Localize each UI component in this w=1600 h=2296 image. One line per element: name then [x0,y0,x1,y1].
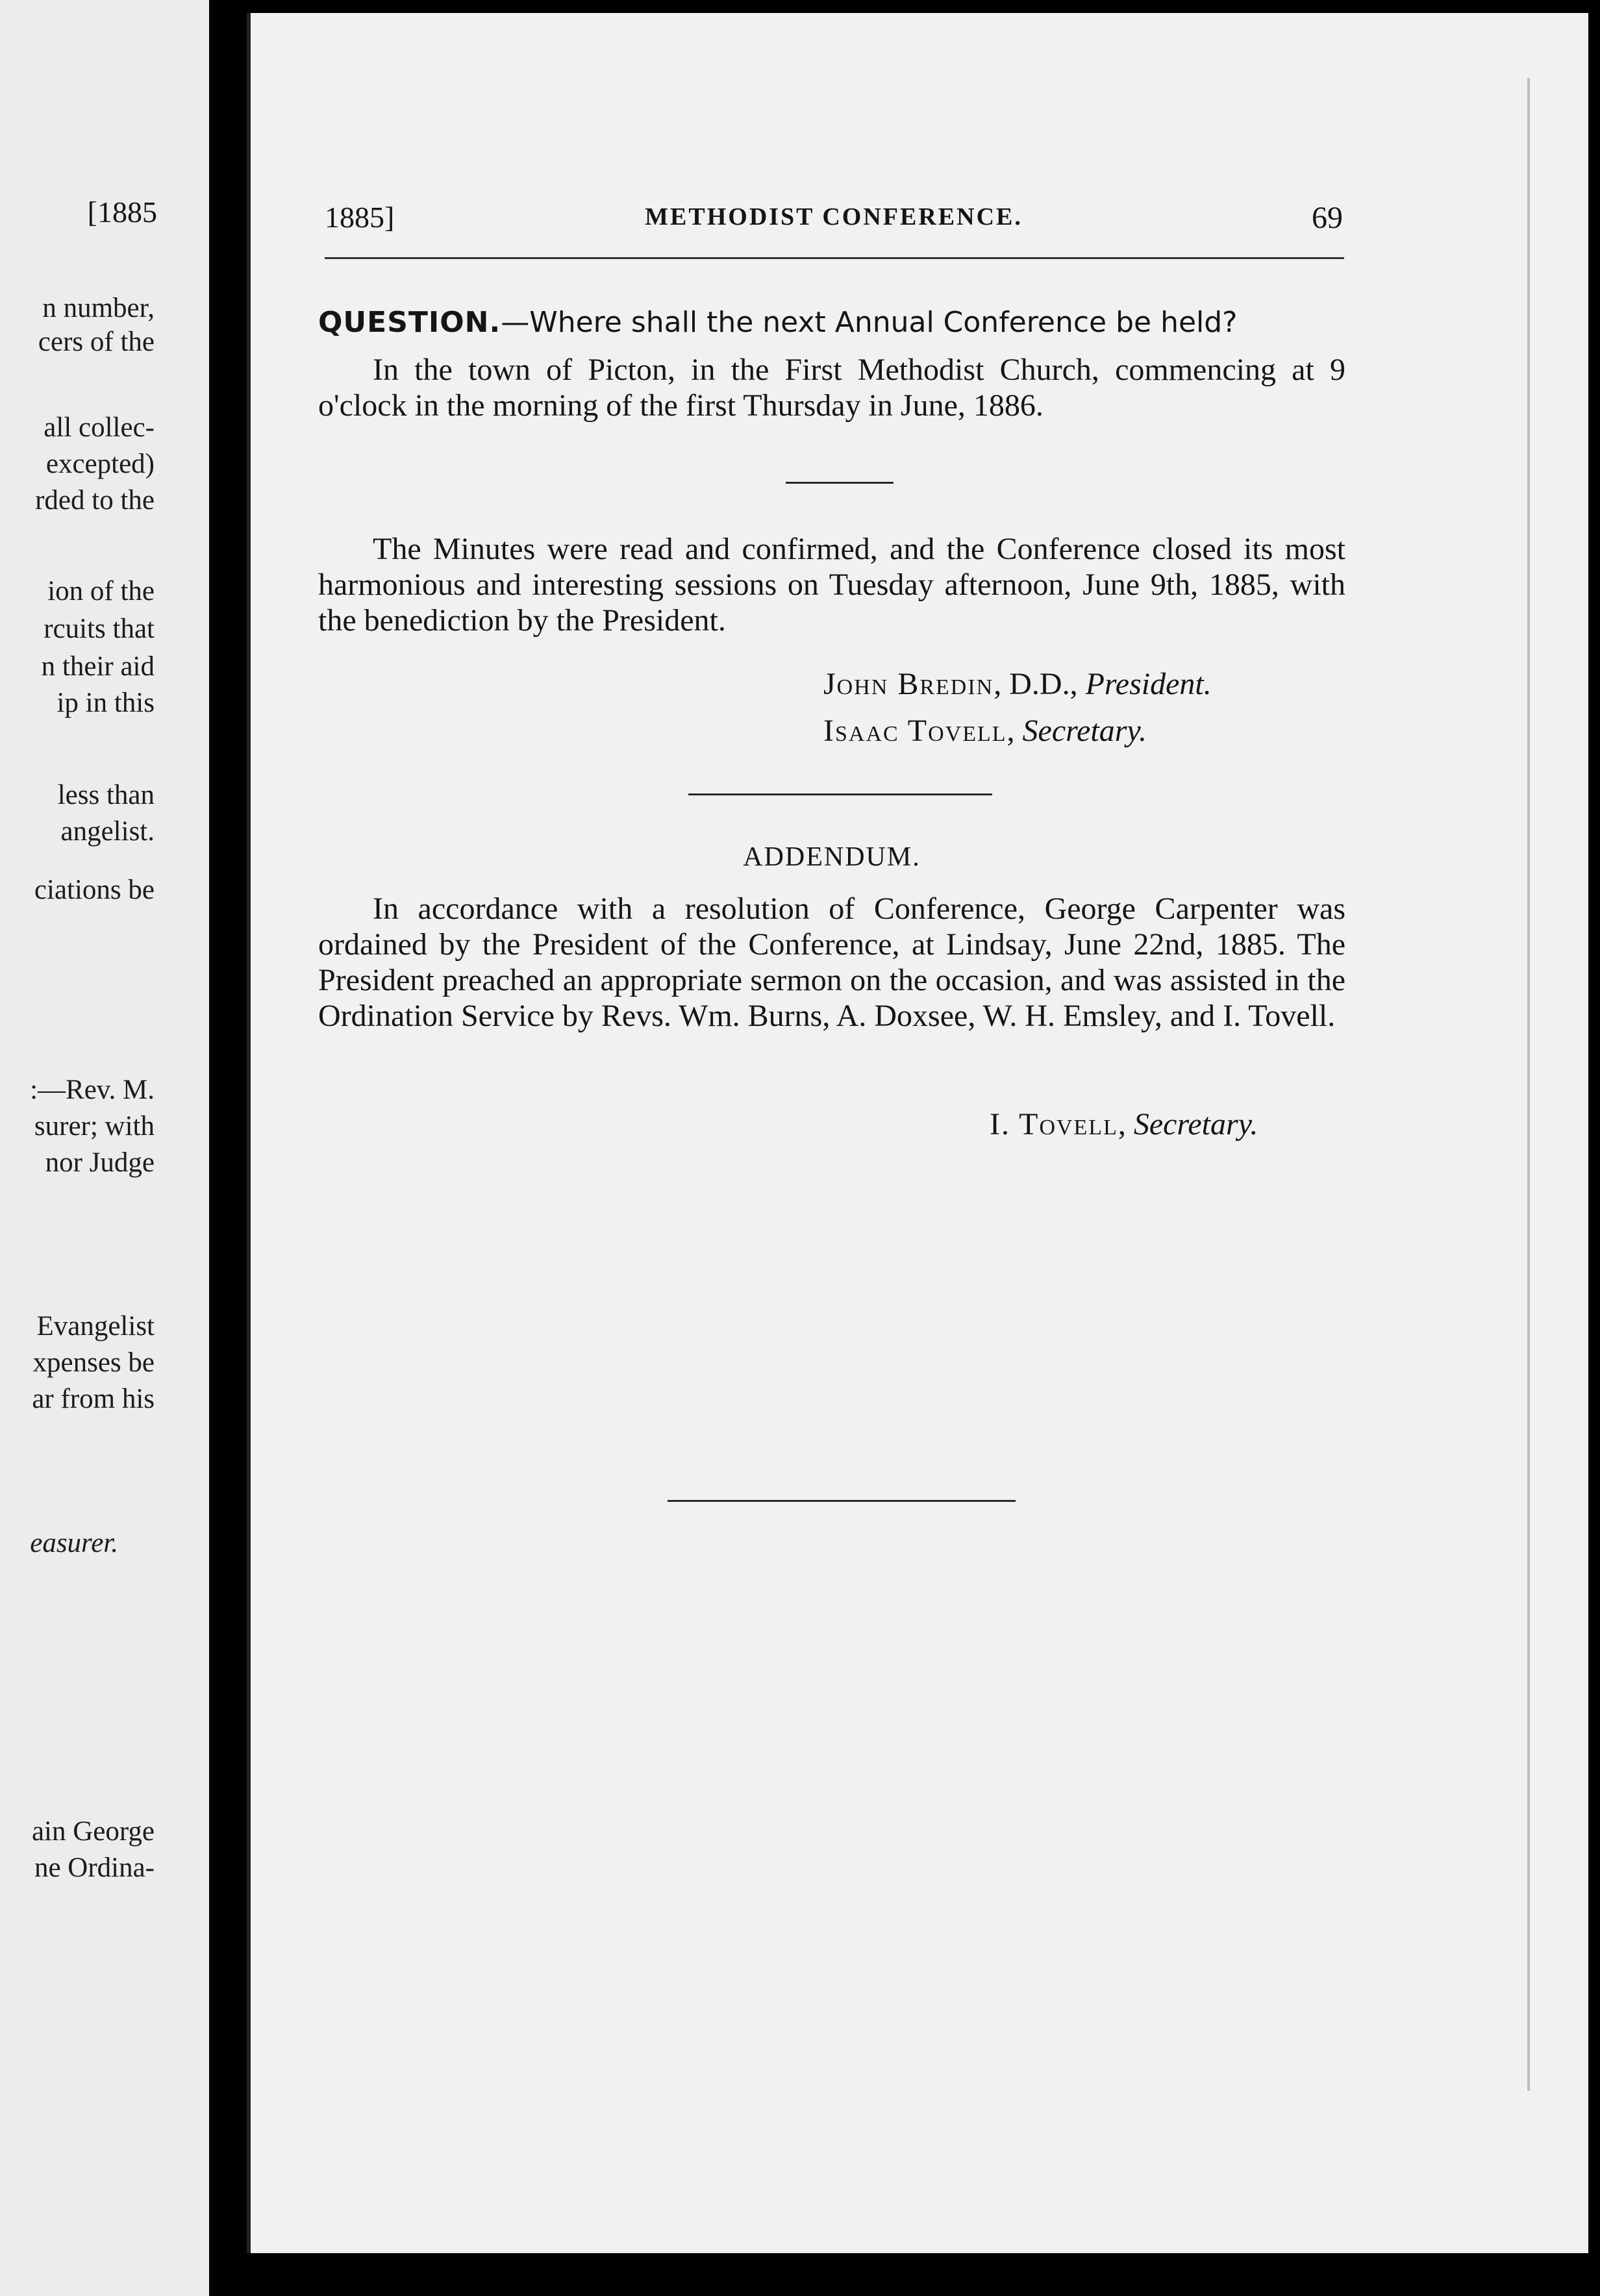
addendum-heading: ADDENDUM. [743,842,921,872]
answer-paragraph: In the town of Picton, in the First Methodist Church, commencing at 9 o'clock in the morning of the first Thursday in June, 1886. [318,353,1345,423]
previous-page-line: ion of the [47,576,155,606]
minutes-paragraph: The Minutes were read and confirmed, and the Conference closed its most harmonious and interesting sessions on Tuesday afternoon, June 9th, 1885, with the benediction by the President. [318,532,1345,638]
header-rule [325,257,1344,259]
book-spine-gutter [209,0,247,2296]
secretary-title: Secretary. [1022,714,1147,748]
section-divider [786,482,894,484]
running-head-title: METHODIST CONFERENCE. [645,203,1023,231]
previous-page-line: easurer. [30,1528,118,1558]
page [247,13,1588,2253]
previous-page-line: n their aid [41,651,155,682]
previous-page-line: all collec- [44,412,155,443]
signature-president [823,666,1212,702]
president-title: President. [1085,667,1212,701]
addendum-signature [990,1106,1258,1142]
previous-page-line: ain George [31,1816,155,1847]
secretary-separator: , [1006,714,1023,748]
previous-page-line: rcuits that [44,614,155,644]
previous-page-line: xpenses be [32,1347,155,1378]
previous-page-line: :—Rev. M. [30,1075,155,1105]
page-edge [1527,78,1549,2091]
president-degree: , D.D., [994,667,1086,701]
running-head-year: 1885] [325,201,395,234]
signature-secretary [823,713,1147,749]
end-rule [668,1500,1016,1502]
running-head [325,200,1343,239]
question-paragraph [318,304,1345,340]
question-label: QUESTION. [318,306,501,339]
previous-page-line: rded to the [35,485,155,516]
previous-page-fragment [0,0,209,2296]
section-divider [688,793,992,795]
previous-page-line: Evangelist [36,1311,155,1341]
previous-page-line: surer; with [34,1111,155,1142]
previous-page-line: cers of the [38,327,155,357]
previous-page-running-head: [1885 [87,195,157,229]
previous-page-line: angelist. [60,816,155,847]
previous-page-line: less than [57,780,155,810]
president-name: John Bredin [823,667,994,701]
previous-page-line: ciations be [34,875,155,905]
addendum-signer-title: Secretary. [1133,1107,1258,1142]
previous-page-line: ar from his [32,1384,155,1414]
secretary-name: Isaac Tovell [823,714,1007,748]
question-text: —Where shall the next Annual Conference be held? [501,306,1238,339]
previous-page-line: excepted) [45,449,155,479]
previous-page-line: ne Ordina- [34,1853,155,1883]
addendum-paragraph: In accordance with a resolution of Conference, George Carpenter was ordained by the President of the Conference, at Lindsay, June 22nd, 1885. The President preached an appropriate sermon on the occasion, and was assisted in the Ordination Service by Revs. Wm. Burns, A. Doxsee, W. H. Emsley, and I. Tovell. [318,892,1345,1033]
page-number: 69 [1312,201,1343,235]
previous-page-line: ip in this [56,688,155,718]
previous-page-line: n number, [42,293,155,323]
addendum-signer-separator: , [1118,1107,1134,1142]
previous-page-line: nor Judge [45,1147,155,1178]
addendum-signer-name: I. Tovell [990,1107,1118,1142]
